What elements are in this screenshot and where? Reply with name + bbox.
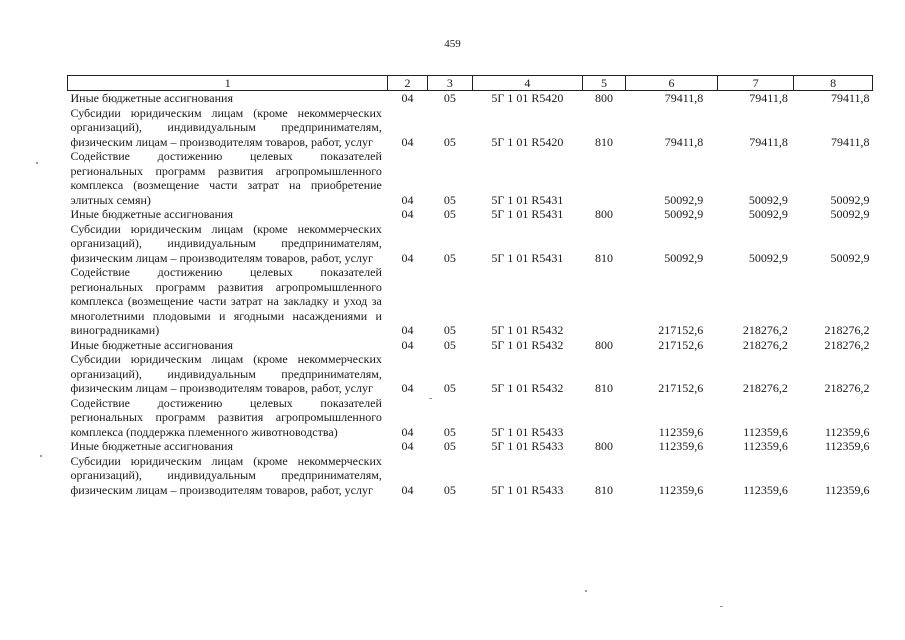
- row-description: Субсидии юридическим лицам (кроме некоммерческих организаций), индивидуальным предпринимателям, физическим лицам – производителям товаров, работ, услуг: [70, 453, 382, 497]
- table-row: [68, 265, 873, 338]
- row-section: 04: [401, 207, 414, 221]
- row-expense-type: 810: [594, 250, 613, 265]
- row-target-article: 5Г 1 01 R5433: [491, 424, 564, 439]
- row-description: Субсидии юридическим лицам (кроме некоммерческих организаций), индивидуальным предпринимателям, физическим лицам – производителям товаров, работ, услуг: [70, 352, 382, 395]
- row-target-article: 5Г 1 01 R5432: [491, 337, 564, 352]
- row-description: Содействие достижению целевых показателей региональных программ развития агропромышленного комплекса (возмещение части затрат на приобретение элитных семян): [70, 149, 382, 207]
- row-section: 04: [401, 134, 414, 149]
- row-section: 04: [401, 439, 414, 453]
- budget-table: [67, 75, 873, 497]
- row-expense-type: [582, 265, 625, 338]
- row-amount-2: 50092,9: [748, 207, 788, 221]
- row-expense-type: 800: [594, 207, 613, 221]
- column-header: 1: [68, 76, 388, 91]
- row-expense-type: [582, 396, 625, 440]
- scan-speck: [429, 398, 432, 399]
- row-subsection: 05: [443, 381, 456, 395]
- table-row: [68, 454, 873, 498]
- row-amount-2: 50092,9: [748, 250, 788, 265]
- row-subsection: 05: [443, 323, 456, 337]
- row-amount-3: 50092,9: [830, 207, 870, 221]
- row-amount-2: 112359,6: [743, 482, 788, 497]
- row-expense-type: 800: [594, 337, 613, 352]
- row-subsection: 05: [443, 134, 456, 149]
- row-section: 04: [401, 250, 414, 265]
- scan-speck: [40, 455, 42, 457]
- row-expense-type: [582, 149, 625, 207]
- row-amount-2: 112359,6: [743, 439, 788, 453]
- row-amount-1: 50092,9: [664, 207, 704, 221]
- row-subsection: 05: [443, 207, 456, 221]
- table-row: [68, 439, 873, 454]
- row-expense-type: 800: [594, 439, 613, 453]
- row-target-article: 5Г 1 01 R5420: [491, 134, 564, 149]
- scan-speck: [720, 606, 723, 607]
- row-target-article: 5Г 1 01 R5432: [491, 323, 564, 337]
- table-row: [68, 338, 873, 353]
- row-amount-3: 218276,2: [824, 337, 870, 352]
- row-description: Иные бюджетные ассигнования: [70, 207, 233, 221]
- row-section: 04: [401, 91, 414, 105]
- row-expense-type: 810: [594, 134, 613, 149]
- table-row: [68, 149, 873, 207]
- column-header: 6: [626, 76, 718, 91]
- scan-speck: [36, 162, 38, 164]
- table-row: [68, 352, 873, 396]
- row-amount-3: 112359,6: [824, 424, 870, 439]
- row-amount-2: 218276,2: [742, 323, 788, 337]
- row-description: Иные бюджетные ассигнования: [70, 439, 233, 453]
- column-header: 3: [427, 76, 472, 91]
- table-row: [68, 106, 873, 150]
- row-section: 04: [401, 323, 414, 337]
- row-amount-2: 218276,2: [742, 381, 788, 395]
- row-description: Иные бюджетные ассигнования: [70, 91, 233, 105]
- row-amount-3: 112359,6: [824, 482, 870, 497]
- row-amount-3: 50092,9: [830, 250, 870, 265]
- column-header: 7: [717, 76, 794, 91]
- row-amount-1: 50092,9: [664, 192, 704, 207]
- table-row: [68, 207, 873, 222]
- column-header: 2: [388, 76, 427, 91]
- row-amount-2: 218276,2: [742, 337, 788, 352]
- row-target-article: 5Г 1 01 R5433: [491, 439, 564, 453]
- row-description: Субсидии юридическим лицам (кроме некоммерческих организаций), индивидуальным предпринимателям, физическим лицам – производителям товаров, работ, услуг: [70, 221, 382, 265]
- row-subsection: 05: [443, 482, 456, 497]
- table-row: [68, 91, 873, 106]
- row-amount-2: 79411,8: [749, 134, 788, 149]
- row-amount-3: 79411,8: [830, 134, 870, 149]
- row-expense-type: 810: [594, 482, 613, 497]
- scan-speck: [585, 590, 587, 592]
- row-subsection: 05: [443, 424, 456, 439]
- row-section: 04: [401, 337, 414, 352]
- row-subsection: 05: [443, 192, 456, 207]
- row-subsection: 05: [443, 439, 456, 453]
- row-target-article: 5Г 1 01 R5433: [491, 482, 564, 497]
- row-amount-1: 79411,8: [664, 134, 704, 149]
- row-amount-3: 218276,2: [824, 323, 870, 337]
- row-target-article: 5Г 1 01 R5420: [491, 91, 564, 105]
- row-amount-3: 218276,2: [824, 381, 870, 395]
- row-section: 04: [401, 482, 414, 497]
- column-number-row: [68, 76, 873, 91]
- row-description: Иные бюджетные ассигнования: [70, 337, 233, 352]
- row-amount-2: 79411,8: [749, 91, 788, 105]
- row-amount-1: 217152,6: [658, 381, 704, 395]
- row-amount-1: 217152,6: [658, 323, 704, 337]
- row-amount-2: 50092,9: [748, 192, 788, 207]
- row-amount-1: 112359,6: [658, 439, 704, 453]
- row-amount-1: 50092,9: [664, 250, 704, 265]
- row-expense-type: 810: [594, 381, 613, 395]
- row-amount-1: 112359,6: [658, 482, 704, 497]
- row-section: 04: [401, 424, 414, 439]
- column-header: 8: [794, 76, 873, 91]
- row-subsection: 05: [443, 250, 456, 265]
- row-amount-3: 112359,6: [824, 439, 870, 453]
- row-target-article: 5Г 1 01 R5432: [491, 381, 564, 395]
- row-section: 04: [401, 192, 414, 207]
- row-expense-type: 800: [594, 91, 613, 105]
- column-header: 4: [472, 76, 582, 91]
- row-amount-3: 50092,9: [830, 192, 870, 207]
- row-amount-2: 112359,6: [743, 424, 788, 439]
- row-amount-1: 217152,6: [658, 337, 704, 352]
- row-description: Содействие достижению целевых показателей региональных программ развития агропромышленного комплекса (возмещение части затрат на закладку и уход за многолетними плодовыми и ягодными насаждениями и виноградниками): [70, 265, 382, 337]
- row-target-article: 5Г 1 01 R5431: [491, 207, 564, 221]
- row-subsection: 05: [443, 91, 456, 105]
- row-target-article: 5Г 1 01 R5431: [491, 192, 564, 207]
- page-number: 459: [444, 38, 461, 50]
- column-header: 5: [582, 76, 625, 91]
- row-amount-1: 79411,8: [664, 91, 704, 105]
- table-row: [68, 222, 873, 266]
- row-section: 04: [401, 381, 414, 395]
- row-subsection: 05: [443, 337, 456, 352]
- row-description: Содействие достижению целевых показателей региональных программ развития агропромышленного комплекса (поддержка племенного животноводства): [70, 395, 382, 439]
- row-target-article: 5Г 1 01 R5431: [491, 250, 564, 265]
- row-amount-1: 112359,6: [658, 424, 704, 439]
- row-amount-3: 79411,8: [830, 91, 870, 105]
- table-row: [68, 396, 873, 440]
- row-description: Субсидии юридическим лицам (кроме некоммерческих организаций), индивидуальным предпринимателям, физическим лицам – производителям товаров, работ, услуг: [70, 105, 382, 149]
